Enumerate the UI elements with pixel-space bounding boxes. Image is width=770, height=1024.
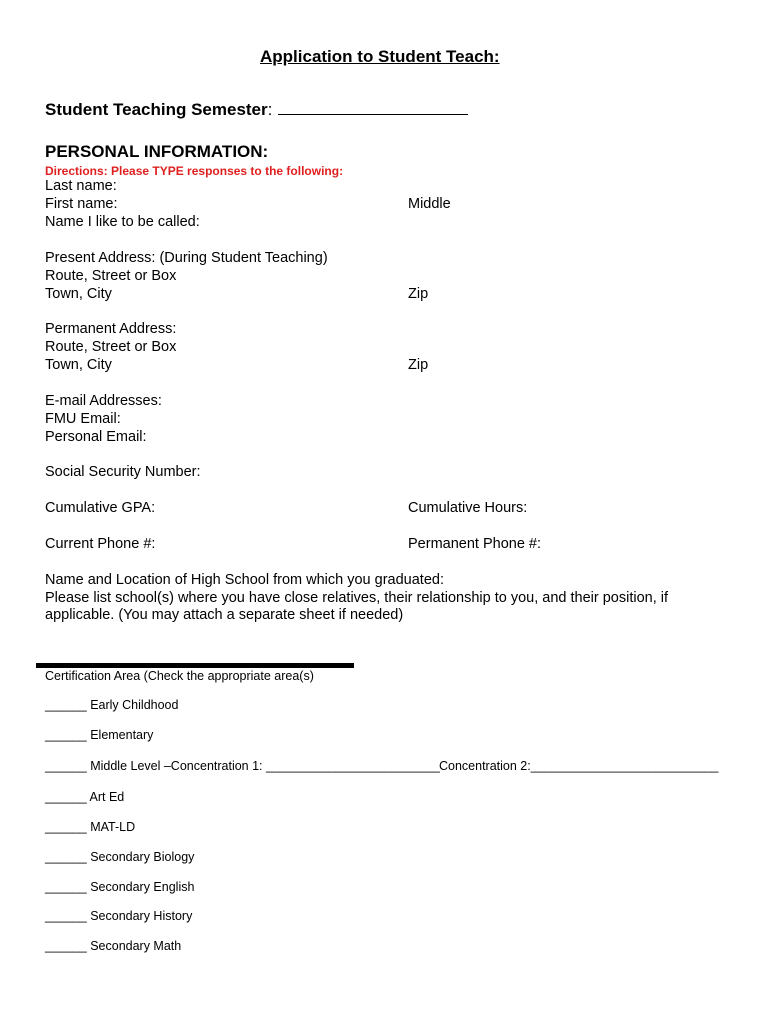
certification-heading: Certification Area (Check the appropriate area(s) [45,669,314,683]
semester-label: Student Teaching Semester [45,100,268,119]
cert-label: Art Ed [89,790,125,804]
semester-row [45,100,468,120]
hours-label: Cumulative Hours: [408,500,528,516]
present-zip-label: Zip [408,286,429,302]
fmu-email-label: FMU Email: [45,411,121,427]
semester-field[interactable] [278,100,468,115]
concentration-2-field[interactable]: ________________________ [530,759,698,773]
cert-label: Middle Level –Concentration 1: [90,759,267,773]
relatives-line-2: applicable. (You may attach a separate sheet if needed) [45,607,404,623]
cert-label: Secondary English [90,880,195,894]
cert-label: Secondary History [90,909,193,923]
ssn-label: Social Security Number: [45,464,201,480]
cert-option-mat-ld[interactable] [45,820,135,834]
cert-option-secondary-math[interactable] [45,939,181,953]
permanent-zip-label: Zip [408,357,429,373]
permanent-phone-label: Permanent Phone #: [408,536,542,552]
cert-option-secondary-history[interactable] [45,909,192,923]
concentration-2-row[interactable] [439,759,718,773]
directions-text: Directions: Please TYPE responses to the following: [45,164,344,178]
cert-label: Elementary [90,728,154,742]
checkbox-blank[interactable]: ______ [45,759,87,773]
cert-label: MAT-LD [90,820,136,834]
personal-info-heading: PERSONAL INFORMATION: [45,142,269,161]
permanent-town-label: Town, City [45,357,112,373]
checkbox-blank[interactable]: ______ [45,790,87,804]
semester-colon: : [267,100,273,119]
middle-label: Middle [408,196,451,212]
first-name-label: First name: [45,196,118,212]
checkbox-blank[interactable]: ______ [45,909,87,923]
checkbox-blank[interactable]: ______ [45,939,87,953]
gpa-label: Cumulative GPA: [45,500,156,516]
cert-option-middle-level[interactable] [45,759,440,773]
cert-option-early-childhood[interactable] [45,698,178,712]
last-name-label: Last name: [45,178,117,194]
checkbox-blank[interactable]: ______ [45,728,87,742]
cert-label: Secondary Biology [90,850,195,864]
checkbox-blank[interactable]: ______ [45,850,87,864]
relatives-line-1: Please list school(s) where you have close relatives, their relationship to you, and their position, if [45,590,669,606]
present-route-label: Route, Street or Box [45,268,177,284]
personal-email-label: Personal Email: [45,429,147,445]
checkbox-blank[interactable]: ______ [45,880,87,894]
present-address-label: Present Address: (During Student Teaching) [45,250,328,266]
concentration-1-field[interactable]: _________________________ [266,759,440,773]
checkbox-blank[interactable]: ______ [45,698,87,712]
preferred-name-label: Name I like to be called: [45,214,200,230]
form-title: Application to Student Teach: [260,47,500,66]
email-addresses-label: E-mail Addresses: [45,393,162,409]
current-phone-label: Current Phone #: [45,536,156,552]
cert-option-secondary-english[interactable] [45,880,194,894]
concentration-2-field-tail[interactable]: ___ [697,759,719,773]
section-divider [36,663,354,668]
cert-option-art-ed[interactable] [45,790,124,804]
concentration-2-label: Concentration 2: [439,759,531,773]
permanent-address-label: Permanent Address: [45,321,177,337]
permanent-route-label: Route, Street or Box [45,339,177,355]
cert-option-elementary[interactable] [45,728,153,742]
cert-label: Early Childhood [90,698,179,712]
cert-option-secondary-biology[interactable] [45,850,194,864]
present-town-label: Town, City [45,286,112,302]
cert-label: Secondary Math [90,939,182,953]
checkbox-blank[interactable]: ______ [45,820,87,834]
high-school-label: Name and Location of High School from which you graduated: [45,572,444,588]
